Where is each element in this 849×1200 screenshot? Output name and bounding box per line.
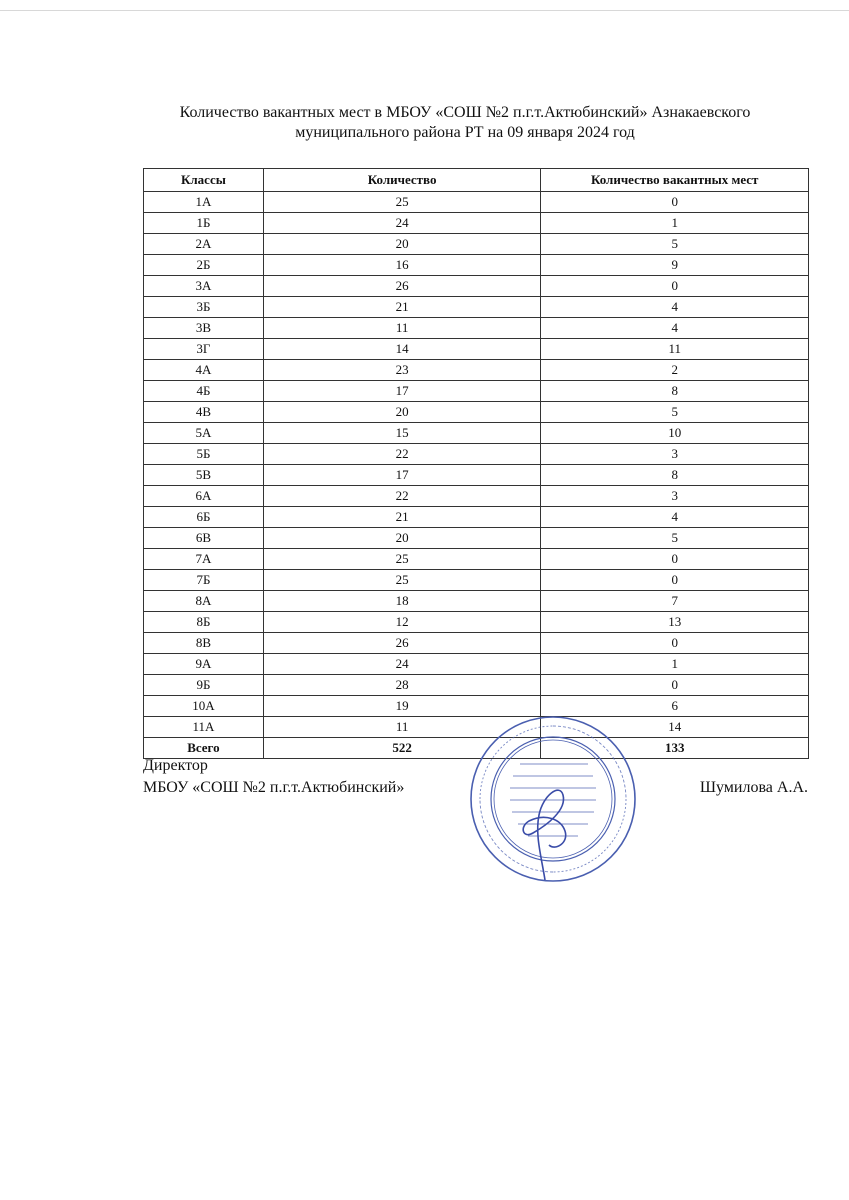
director-block — [143, 755, 404, 799]
table-row — [144, 570, 809, 591]
table-body — [144, 192, 809, 759]
cell-vacancies: 5 — [541, 528, 809, 549]
cell-vacancies: 4 — [541, 297, 809, 318]
cell-count: 21 — [263, 507, 541, 528]
title-line-2: муниципального района РТ на 09 января 2024 год — [295, 124, 635, 141]
table-row — [144, 276, 809, 297]
cell-vacancies: 0 — [541, 549, 809, 570]
cell-count: 24 — [263, 213, 541, 234]
cell-vacancies: 0 — [541, 633, 809, 654]
cell-count: 21 — [263, 297, 541, 318]
table-row — [144, 339, 809, 360]
table-row — [144, 402, 809, 423]
table-row — [144, 297, 809, 318]
cell-class: 4А — [144, 360, 264, 381]
cell-count: 26 — [263, 276, 541, 297]
cell-count: 15 — [263, 423, 541, 444]
cell-vacancies: 14 — [541, 717, 809, 738]
cell-count: 22 — [263, 486, 541, 507]
cell-vacancies: 13 — [541, 612, 809, 633]
cell-vacancies: 0 — [541, 675, 809, 696]
cell-vacancies: 10 — [541, 423, 809, 444]
table-row — [144, 318, 809, 339]
cell-count: 25 — [263, 549, 541, 570]
total-count: 522 — [263, 738, 541, 759]
cell-class: 6А — [144, 486, 264, 507]
school-name: МБОУ «СОШ №2 п.г.т.Актюбинский» — [143, 779, 405, 796]
cell-class: 6Б — [144, 507, 264, 528]
director-signature — [505, 775, 585, 885]
cell-vacancies: 5 — [541, 234, 809, 255]
cell-count: 24 — [263, 654, 541, 675]
cell-class: 7Б — [144, 570, 264, 591]
cell-count: 18 — [263, 591, 541, 612]
cell-vacancies: 0 — [541, 570, 809, 591]
cell-count: 25 — [263, 192, 541, 213]
cell-class: 1А — [144, 192, 264, 213]
cell-vacancies: 3 — [541, 486, 809, 507]
table-row — [144, 675, 809, 696]
table-row — [144, 486, 809, 507]
table-row — [144, 507, 809, 528]
total-label: Всего — [144, 738, 264, 759]
header-vacancies: Количество вакантных мест — [541, 169, 809, 192]
table-row — [144, 549, 809, 570]
cell-count: 26 — [263, 633, 541, 654]
cell-class: 4В — [144, 402, 264, 423]
cell-count: 11 — [263, 717, 541, 738]
cell-class: 3Б — [144, 297, 264, 318]
cell-vacancies: 5 — [541, 402, 809, 423]
table-row — [144, 360, 809, 381]
header-count: Количество — [263, 169, 541, 192]
cell-count: 16 — [263, 255, 541, 276]
cell-count: 17 — [263, 381, 541, 402]
cell-count: 19 — [263, 696, 541, 717]
cell-vacancies: 8 — [541, 465, 809, 486]
director-label: Директор — [143, 757, 208, 774]
cell-class: 2Б — [144, 255, 264, 276]
cell-vacancies: 8 — [541, 381, 809, 402]
cell-vacancies: 1 — [541, 654, 809, 675]
cell-count: 20 — [263, 528, 541, 549]
signer-name: Шумилова А.А. — [699, 779, 808, 796]
cell-class: 9А — [144, 654, 264, 675]
cell-class: 9Б — [144, 675, 264, 696]
table-row — [144, 234, 809, 255]
cell-class: 5Б — [144, 444, 264, 465]
table-row — [144, 591, 809, 612]
cell-count: 20 — [263, 234, 541, 255]
table-row — [144, 444, 809, 465]
cell-count: 23 — [263, 360, 541, 381]
cell-count: 20 — [263, 402, 541, 423]
cell-vacancies: 7 — [541, 591, 809, 612]
cell-vacancies: 0 — [541, 192, 809, 213]
table-row — [144, 612, 809, 633]
cell-count: 14 — [263, 339, 541, 360]
cell-count: 25 — [263, 570, 541, 591]
total-vacancies: 133 — [541, 738, 809, 759]
cell-vacancies: 4 — [541, 318, 809, 339]
cell-count: 12 — [263, 612, 541, 633]
cell-vacancies: 1 — [541, 213, 809, 234]
cell-class: 3В — [144, 318, 264, 339]
cell-class: 10А — [144, 696, 264, 717]
cell-class: 8Б — [144, 612, 264, 633]
cell-class: 5А — [144, 423, 264, 444]
cell-class: 5В — [144, 465, 264, 486]
cell-vacancies: 0 — [541, 276, 809, 297]
cell-count: 22 — [263, 444, 541, 465]
cell-count: 11 — [263, 318, 541, 339]
table-row — [144, 255, 809, 276]
cell-class: 8А — [144, 591, 264, 612]
table-row — [144, 192, 809, 213]
cell-vacancies: 9 — [541, 255, 809, 276]
cell-count: 17 — [263, 465, 541, 486]
cell-vacancies: 4 — [541, 507, 809, 528]
cell-class: 11А — [144, 717, 264, 738]
table-header-row — [144, 169, 809, 192]
table-row — [144, 423, 809, 444]
cell-vacancies: 2 — [541, 360, 809, 381]
cell-class: 8В — [144, 633, 264, 654]
cell-vacancies: 3 — [541, 444, 809, 465]
table-row — [144, 654, 809, 675]
header-classes: Классы — [144, 169, 264, 192]
cell-vacancies: 11 — [541, 339, 809, 360]
cell-vacancies: 6 — [541, 696, 809, 717]
table-row — [144, 381, 809, 402]
cell-class: 6В — [144, 528, 264, 549]
vacancies-table — [143, 168, 809, 759]
table-row — [144, 528, 809, 549]
table-row — [144, 633, 809, 654]
cell-count: 28 — [263, 675, 541, 696]
table-row — [144, 213, 809, 234]
cell-class: 4Б — [144, 381, 264, 402]
cell-class: 7А — [144, 549, 264, 570]
cell-class: 2А — [144, 234, 264, 255]
cell-class: 3Г — [144, 339, 264, 360]
table-row — [144, 465, 809, 486]
scan-edge — [0, 10, 849, 11]
title-line-1: Количество вакантных мест в МБОУ «СОШ №2 п.г.т.Актюбинский» Азнакаевского — [179, 104, 751, 121]
cell-class: 1Б — [144, 213, 264, 234]
cell-class: 3А — [144, 276, 264, 297]
page-title — [100, 103, 830, 143]
